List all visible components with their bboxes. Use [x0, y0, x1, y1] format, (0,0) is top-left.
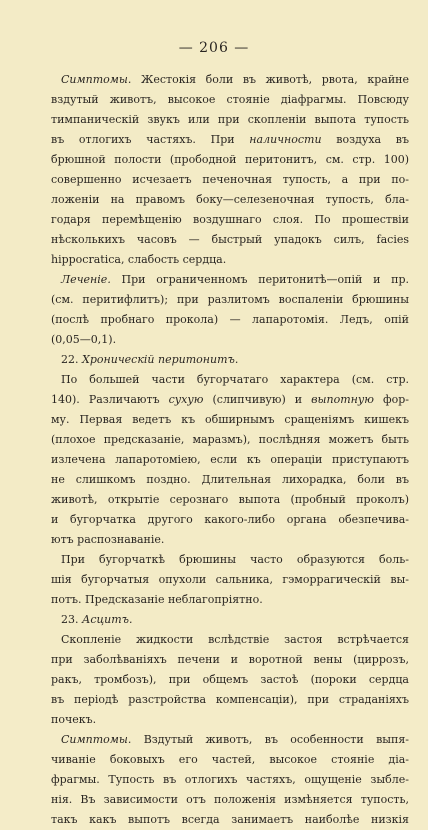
text-run: По большей части бугорчатаго характера (см. стр.	[61, 373, 409, 386]
italic-text: наличности	[249, 133, 322, 146]
text-run: въ отлогихъ частяхъ. При	[51, 133, 250, 146]
text-line	[51, 370, 409, 390]
text-run: тимпаническій звукъ или при скопленіи выпота тупость	[51, 113, 409, 126]
text-line	[51, 170, 409, 190]
text-run: воздуха въ	[321, 133, 409, 146]
body-text	[51, 70, 409, 830]
text-run: нія. Въ зависимости отъ положенія измѣняется тупость,	[51, 793, 409, 806]
text-run: потъ. Предсказаніе неблагопріятно.	[51, 593, 263, 606]
text-line	[51, 490, 409, 510]
text-line	[51, 250, 409, 270]
text-line	[51, 810, 409, 830]
text-line	[51, 430, 409, 450]
text-run: ютъ распознаваніе.	[51, 533, 165, 546]
text-run: 22.	[61, 353, 82, 366]
text-run: брюшной полости (прободной перитонитъ, см. стр. 100)	[51, 153, 409, 166]
italic-text: Симптомы.	[61, 73, 132, 86]
text-run: совершенно исчезаетъ печеночная тупость, а при по-	[51, 173, 409, 186]
text-run: Жестокія боли въ животѣ, рвота, крайне	[131, 73, 409, 86]
text-run: hippocratica, слабость сердца.	[51, 253, 227, 266]
text-line	[51, 790, 409, 810]
text-run: фрагмы. Тупость въ отлогихъ частяхъ, ощущеніе зыбле-	[51, 773, 409, 786]
text-line	[51, 210, 409, 230]
text-line	[51, 410, 409, 430]
text-run: нѣсколькихъ часовъ — быстрый упадокъ силъ, facies	[51, 233, 409, 246]
text-run: годаря перемѣщенію воздушнаго слоя. По прошествіи	[51, 213, 409, 226]
text-line	[51, 530, 409, 550]
text-line	[51, 630, 409, 650]
italic-text: Симптомы.	[61, 733, 132, 746]
text-run: При ограниченномъ перитонитѣ—опій и пр.	[110, 273, 409, 286]
text-run: при заболѣваніяхъ печени и воротной вены (циррозъ,	[51, 653, 409, 666]
text-line	[51, 750, 409, 770]
italic-text: Асцитъ.	[82, 613, 133, 626]
text-line	[51, 590, 409, 610]
text-line	[51, 230, 409, 250]
text-run: фор-	[373, 393, 409, 406]
text-line	[51, 350, 409, 370]
text-line	[51, 650, 409, 670]
text-line	[51, 90, 409, 110]
text-line	[51, 270, 409, 290]
text-line	[51, 390, 409, 410]
text-run: (плохое предсказаніе, маразмъ), послѣдняя можетъ быть	[51, 433, 409, 446]
text-line	[51, 770, 409, 790]
text-line	[51, 470, 409, 490]
text-line	[51, 510, 409, 530]
text-line	[51, 70, 409, 90]
text-line	[51, 110, 409, 130]
text-line	[51, 710, 409, 730]
text-run: такъ какъ выпотъ всегда занимаетъ наиболѣе низкія	[51, 813, 409, 826]
italic-text: выпотную	[311, 393, 374, 406]
text-run: почекъ.	[51, 713, 97, 726]
text-run: ложеніи на правомъ боку—селезеночная тупость, бла-	[51, 193, 409, 206]
text-run: чиваніе боковыхъ его частей, высокое стояніе діа-	[51, 753, 409, 766]
text-line	[51, 290, 409, 310]
text-run: 23.	[61, 613, 82, 626]
text-run: въ періодѣ разстройства компенсаціи), при страданіяхъ	[51, 693, 409, 706]
text-run: шія бугорчатыя опухоли сальника, гэморрагическій вы-	[51, 573, 409, 586]
italic-text: сухую	[168, 393, 204, 406]
text-run: При бугорчаткѣ брюшины часто образуются боль-	[61, 553, 409, 566]
text-line	[51, 150, 409, 170]
italic-text: Леченіе.	[61, 273, 111, 286]
italic-text: Хроническій перитонитъ.	[82, 353, 239, 366]
text-run: 140). Различаютъ	[51, 393, 169, 406]
text-run: вздутый животъ, высокое стояніе діафрагмы. Повсюду	[51, 93, 409, 106]
text-run: не слишкомъ поздно. Длительная лихорадка, боли въ	[51, 473, 409, 486]
text-line	[51, 130, 409, 150]
text-run: (0,05—0,1).	[51, 333, 117, 346]
text-run: (см. перитифлитъ); при разлитомъ воспаленіи брюшины	[51, 293, 409, 306]
text-run: Вздутый животъ, въ особенности выпя-	[131, 733, 409, 746]
text-run: Скопленіе жидкости вслѣдствіе застоя встрѣчается	[61, 633, 409, 646]
text-line	[51, 670, 409, 690]
text-run: му. Первая ведетъ къ обширнымъ сращеніямъ кишекъ	[51, 413, 409, 426]
text-line	[51, 690, 409, 710]
text-line	[51, 330, 409, 350]
text-run: ракъ, тромбозъ), при общемъ застоѣ (пороки сердца	[51, 673, 409, 686]
text-run: и бугорчатка другого какого-либо органа обезпечива-	[51, 513, 409, 526]
text-line	[51, 610, 409, 630]
text-run: (послѣ пробнаго прокола) — лапаротомія. Ледъ, опій	[51, 313, 409, 326]
text-line	[51, 190, 409, 210]
text-line	[51, 450, 409, 470]
page-number: — 206 —	[178, 40, 250, 56]
text-line	[51, 550, 409, 570]
text-run: излечена лапаротоміею, если къ операціи приступаютъ	[51, 453, 409, 466]
text-run: животѣ, открытіе серознаго выпота (пробный проколъ)	[51, 493, 409, 506]
text-line	[51, 730, 409, 750]
text-line	[51, 570, 409, 590]
text-line	[51, 310, 409, 330]
text-run: (слипчивую) и	[203, 393, 312, 406]
